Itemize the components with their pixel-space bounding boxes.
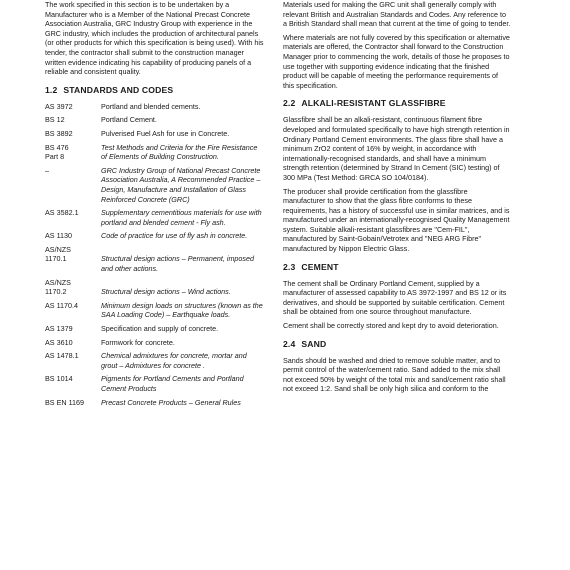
standard-description: GRC Industry Group of National Precast Concrete Association Australia, A Recommended Practice – Design, Manufacture and Installation of Glass Reinforced Concrete (GRC) (101, 165, 261, 204)
standard-description: Structural design actions – Permanent, imposed and other actions. (101, 254, 255, 274)
standard-description: Chemical admixtures for concrete, mortar and grout – Admixtures for concrete . (101, 351, 247, 370)
section-heading-sand (283, 339, 511, 350)
section-number: 2.4 (283, 338, 296, 349)
standard-entry (45, 129, 265, 139)
section-title: CEMENT (301, 261, 339, 272)
standard-code: BS 476 Part 8 (45, 142, 69, 162)
standard-entry (45, 301, 265, 320)
standard-code: AS 1478.1 (45, 351, 79, 361)
standard-entry (45, 208, 265, 227)
standard-description: Minimum design loads on structures (known as the SAA Loading Code) – Earthquake loads. (101, 300, 263, 320)
section-heading-glassfibre (283, 98, 511, 109)
section-title: STANDARDS AND CODES (63, 84, 174, 95)
section-number: 2.2 (283, 98, 296, 109)
standard-description: Specification and supply of concrete. (101, 324, 219, 334)
standard-code: AS 1130 (45, 231, 73, 241)
standard-code: AS 3972 (45, 101, 73, 111)
section-number: 2.3 (283, 261, 296, 272)
standard-description: Portland and blended cements. (101, 101, 201, 111)
standard-entry (45, 351, 265, 370)
standard-entry (45, 324, 265, 334)
standard-description: Supplementary cementitious materials for use with portland and blended cement - Fly ash. (101, 208, 262, 227)
standard-code: BS EN 1169 (45, 397, 85, 407)
section-title: SAND (301, 338, 327, 349)
standard-description: Precast Concrete Products – General Rules (101, 397, 241, 407)
sand-paragraph: Sands should be washed and dried to remove soluble matter, and to permit control of the water/cement ratio. Sand added to the mix shall not exceed 50% by weight of the total mix and sand/cement ratio shall not exceed 1:2. Sand shall be only high silica and conform to the (283, 355, 506, 394)
right-column (283, 0, 511, 398)
glassfibre-paragraph-1: Glassfibre shall be an alkali-resistant, continuous filament fibre developed and formulated specifically to have high strength retention in Ordinary Portland Cement environments. The glass fibre shall have a minimum ZrO2 content of 16% by weight, in accordance with internationally-recognised standards, and shall have a minimum strength retention (determined by Strand In Cement (SIC) testing) of 300 MPa (Test Method: GRCA SO 104/0184). (283, 115, 510, 182)
standard-code: AS/NZS 1170.1 (45, 244, 71, 264)
alternative-materials-paragraph: Where materials are not fully covered by this specification or alternative materials are offered, the Contractor shall forward to the Construction Manager prior to commencing the work, details of those he proposes to use together with supporting evidence indicating that the finished product will be capable of meeting the performance requirements of this specification. (283, 32, 510, 90)
section-heading-cement (283, 262, 511, 273)
standard-code: AS 1170.4 (45, 300, 79, 310)
standards-list (45, 102, 265, 407)
standard-entry (45, 245, 265, 274)
standard-entry (45, 143, 265, 162)
standard-entry (45, 278, 265, 297)
standard-entry (45, 374, 265, 393)
standard-description: Portland Cement. (101, 115, 157, 125)
standard-code: BS 3892 (45, 128, 73, 138)
standard-description: Pulverised Fuel Ash for use in Concrete. (101, 128, 230, 138)
standard-entry (45, 231, 265, 241)
standard-description: Pigments for Portland Cements and Portland Cement Products (101, 374, 244, 393)
standard-entry (45, 115, 265, 125)
section-title: ALKALI-RESISTANT GLASSFIBRE (301, 98, 446, 109)
left-column (45, 0, 265, 411)
standard-description: Formwork for concrete. (101, 337, 175, 347)
standard-entry (45, 102, 265, 112)
standard-code: BS 1014 (45, 374, 73, 384)
standard-code: BS 12 (45, 115, 65, 125)
standard-code: AS 3610 (45, 337, 73, 347)
glassfibre-paragraph-2: The producer shall provide certification from the glassfibre manufacturer to show that the glass fibre conforms to these requirements, has a history of successful use in similar matrices, and is manufactured under an internationally-recognised Quality Management system. Suitable alkali-resistant glassfibres are "Cem-FIL", manufactured by Saint-Gobain/Vetrotex and "NEG ARG Fibre" manufactured by Nippon Electric Glass. (283, 186, 510, 254)
standard-entry (45, 338, 265, 348)
standard-code: AS 1379 (45, 324, 73, 334)
standard-code: AS/NZS 1170.2 (45, 277, 71, 297)
standard-description: Structural design actions – Wind actions. (101, 287, 231, 297)
intro-paragraph: The work specified in this section is to be undertaken by a Manufacturer who is a Member of the National Precast Concrete Association Australia, GRC Industry Group with experience in the GRC industry, which includes the production of architectural panels (or other products for which this specification is being used). With his tender, the contractor shall submit to the construction manager written evidence indicating his capability of producing panels of a reliable and consistent quality. (45, 0, 264, 77)
standard-entry (45, 398, 265, 408)
standard-entry (45, 166, 265, 204)
standard-code: AS 3582.1 (45, 208, 79, 218)
section-heading-standards (45, 85, 265, 96)
standard-description: Test Methods and Criteria for the Fire Resistance of Elements of Building Construction. (101, 142, 258, 162)
materials-paragraph: Materials used for making the GRC unit shall generally comply with relevant British and Australian Standards and Codes. Any reference to a British Standard shall mean that current at the time of going to tender. (283, 0, 511, 29)
cement-paragraph-2: Cement shall be correctly stored and kept dry to avoid deterioration. (283, 321, 499, 331)
section-number: 1.2 (45, 84, 58, 95)
standard-description: Code of practice for use of fly ash in concrete. (101, 231, 248, 241)
cement-paragraph-1: The cement shall be Ordinary Portland Cement, supplied by a manufacturer of assessed capability to AS 3972-1997 and BS 12 or its derivatives, and should be supported by suitable certification. Cement shall be obtained from one source throughout manufacture. (283, 278, 507, 317)
standard-code: – (45, 165, 49, 175)
